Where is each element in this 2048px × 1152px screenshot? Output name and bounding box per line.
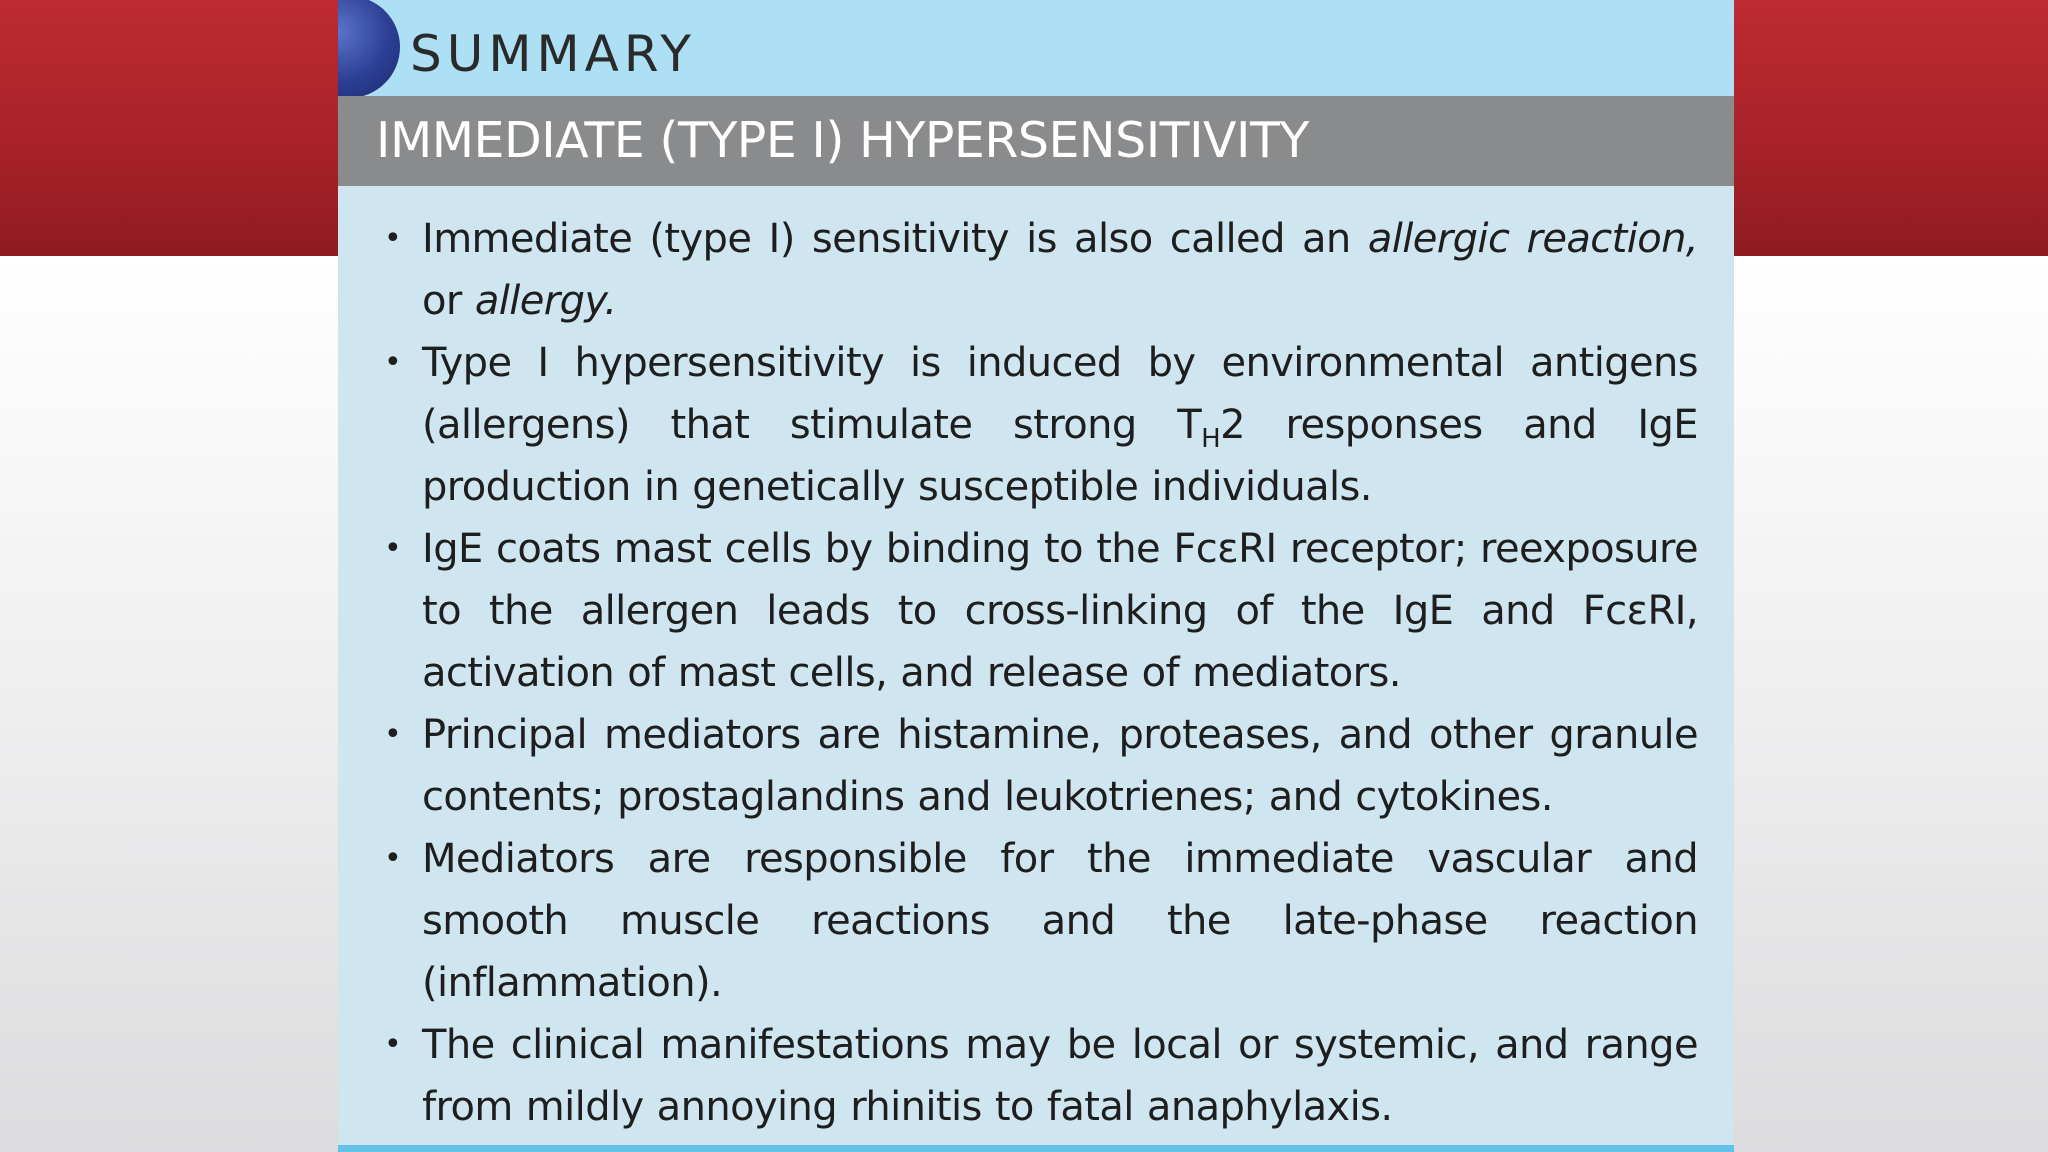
bullet-icon: • — [384, 717, 402, 752]
page-title: IMMEDIATE (TYPE I) HYPERSENSITIVITY — [376, 112, 1309, 169]
list-item — [380, 828, 1698, 1014]
summary-label: SUMMARY — [410, 25, 696, 83]
bullet-text: Mediators are responsible for the immediate vascular and smooth muscle reactions and the late-phase reaction (inflammation). — [422, 836, 1698, 1006]
subscript-text: H — [1201, 424, 1221, 454]
list-item — [380, 704, 1698, 828]
bottom-rule — [338, 1145, 1734, 1152]
bullet-text: IgE coats mast cells by binding to the FcεRI receptor; reexposure to the allergen leads to cross-linking of the IgE and FcεRI, activation of mast cells, and release of mediators. — [422, 526, 1698, 696]
bullet-text: or — [422, 278, 475, 324]
bullet-icon: • — [384, 1027, 402, 1062]
bullet-text: 2 responses and IgE production in genetically susceptible individuals. — [422, 402, 1698, 510]
bullet-icon: • — [384, 531, 402, 566]
bullet-list — [380, 208, 1698, 1138]
summary-box — [338, 0, 1734, 1152]
summary-content — [338, 186, 1734, 1146]
bullet-text: Principal mediators are histamine, proteases, and other granule contents; prostaglandins and leukotrienes; and cytokines. — [422, 712, 1698, 820]
emphasis-text: allergic reaction, — [1367, 216, 1698, 262]
list-item — [380, 1014, 1698, 1138]
bullet-text: Type I hypersensitivity is induced by environmental antigens (allergens) that stimulate strong T — [422, 340, 1698, 448]
emphasis-text: allergy. — [474, 278, 617, 324]
bullet-text: Immediate (type I) sensitivity is also called an — [422, 216, 1368, 262]
list-item — [380, 332, 1698, 518]
bullet-icon: • — [384, 841, 402, 876]
title-bar — [338, 96, 1734, 186]
list-item — [380, 518, 1698, 704]
bullet-icon: • — [384, 221, 402, 256]
blue-circle-icon — [338, 0, 400, 98]
summary-bar — [338, 0, 1734, 96]
list-item — [380, 208, 1698, 332]
bullet-text: The clinical manifestations may be local or systemic, and range from mildly annoying rhinitis to fatal anaphylaxis. — [422, 1022, 1698, 1130]
bullet-icon: • — [384, 345, 402, 380]
